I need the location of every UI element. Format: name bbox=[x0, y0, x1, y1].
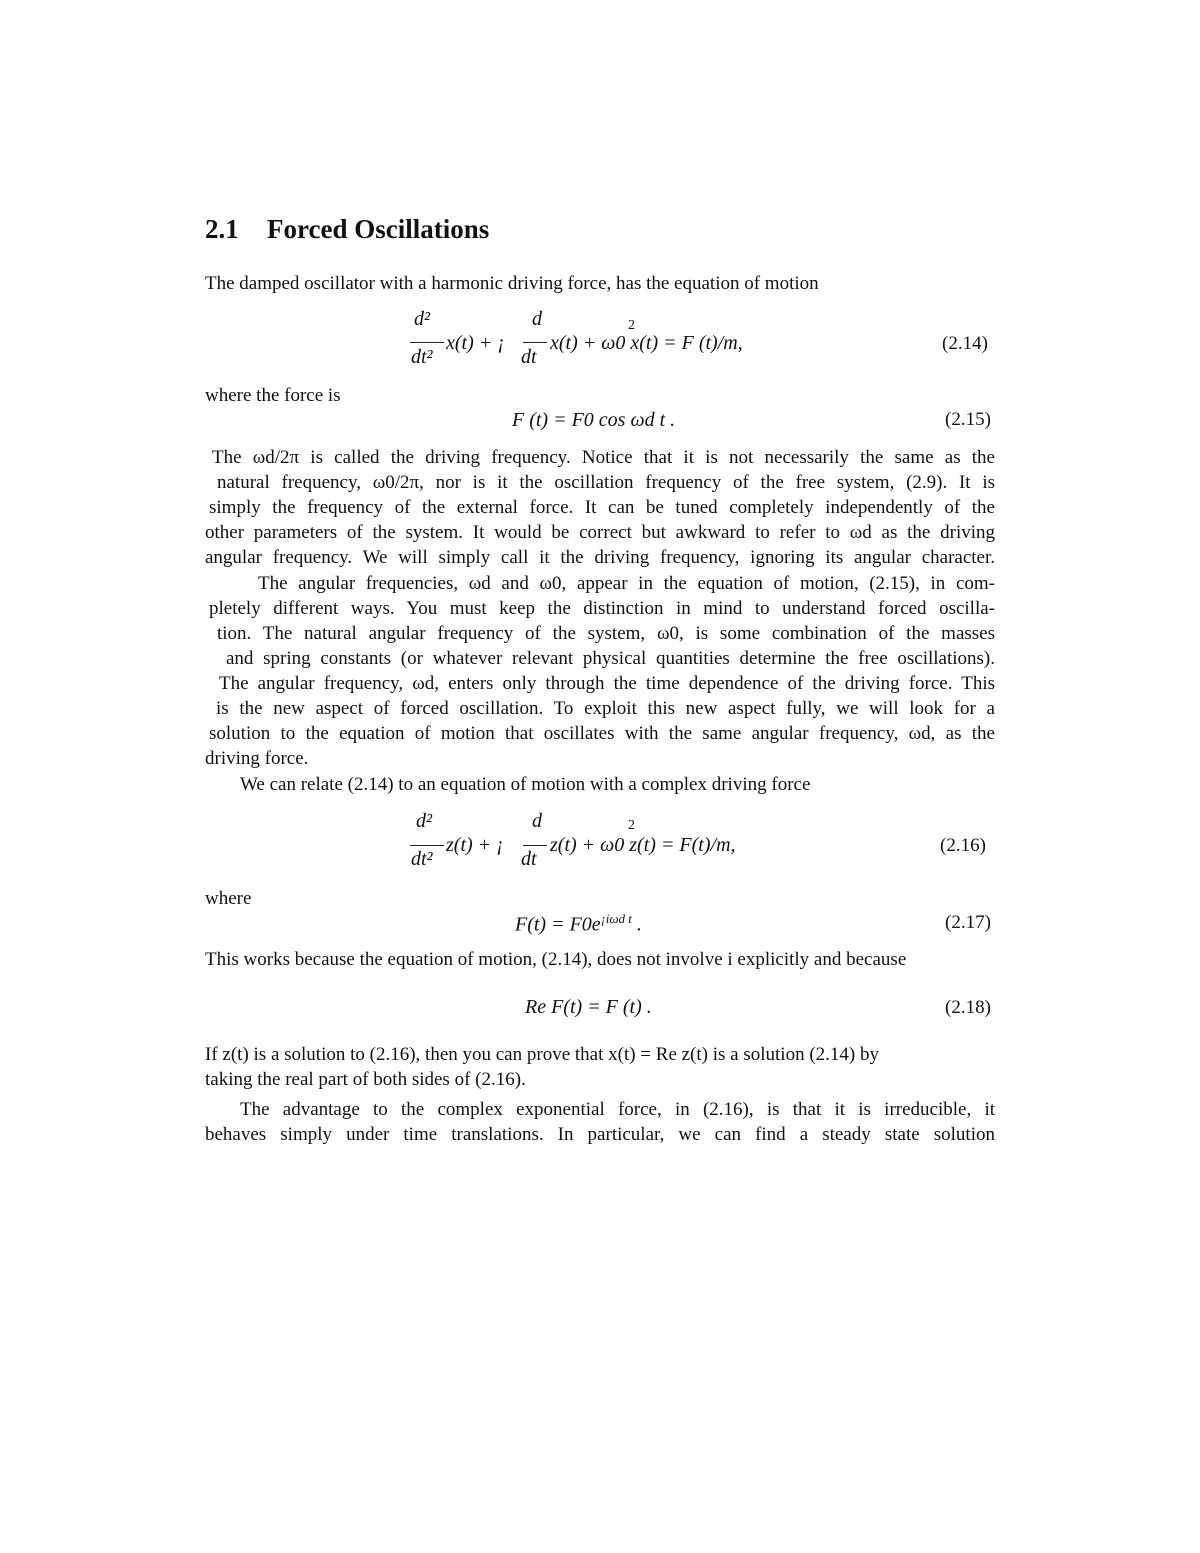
para3-line1: We can relate (2.14) to an equation of motion with a complex driving force bbox=[240, 774, 811, 795]
para2-line5: The angular frequency, ωd, enters only through the time dependence of the driving force. This bbox=[219, 673, 995, 694]
para5-line2: behaves simply under time translations. In particular, we can find a steady state solution bbox=[205, 1124, 995, 1145]
eq-2-18-number: (2.18) bbox=[945, 997, 991, 1018]
para1-line2: natural frequency, ω0/2π, nor is it the oscillation frequency of the free system, (2.9). It is bbox=[217, 472, 995, 493]
eq-2-14-left: x(t) + ¡ bbox=[446, 332, 506, 354]
eq-2-16-d: d bbox=[532, 810, 542, 832]
eq-2-15-body: F (t) = F0 cos ωd t . bbox=[512, 409, 676, 431]
eq-2-16-number: (2.16) bbox=[940, 835, 986, 856]
eq-2-17-base: F(t) = F0e bbox=[515, 913, 601, 936]
eq-2-16-dt2: dt² bbox=[411, 848, 433, 870]
eq-2-14-d: d bbox=[532, 308, 542, 330]
eq-2-14-d2: d² bbox=[414, 308, 430, 330]
para1-line1: The ωd/2π is called the driving frequency. Notice that it is not necessarily the same as the bbox=[212, 447, 995, 468]
eq-2-16-square: 2 bbox=[628, 818, 635, 833]
eq-2-14-frac-bar-2 bbox=[523, 342, 547, 343]
para2-line4: and spring constants (or whatever relevant physical quantities determine the free oscillations). bbox=[226, 648, 995, 669]
para2-line7: solution to the equation of motion that oscillates with the same angular frequency, ωd, as the bbox=[209, 723, 995, 744]
para2-line8: driving force. bbox=[205, 748, 309, 769]
para1-line5: angular frequency. We will simply call it the driving frequency, ignoring its angular character. bbox=[205, 547, 995, 568]
eq-2-14-square: 2 bbox=[628, 318, 635, 333]
where-force-line: where the force is bbox=[205, 385, 341, 406]
eq-2-14-number: (2.14) bbox=[942, 333, 988, 354]
eq-2-16-d2: d² bbox=[416, 810, 432, 832]
para2-line2: pletely different ways. You must keep the distinction in mind to understand forced oscilla- bbox=[209, 598, 995, 619]
intro-line: The damped oscillator with a harmonic driving force, has the equation of motion bbox=[205, 273, 819, 294]
eq-2-16-left: z(t) + ¡ bbox=[446, 834, 504, 856]
para2-line3: tion. The natural angular frequency of the system, ω0, is some combination of the masses bbox=[217, 623, 995, 644]
eq-2-17-number: (2.17) bbox=[945, 912, 991, 933]
para1-line3: simply the frequency of the external force. It can be tuned completely independently of the bbox=[209, 497, 995, 518]
para5-line1: The advantage to the complex exponential force, in (2.16), is that it is irreducible, it bbox=[240, 1099, 995, 1120]
para4-line1: If z(t) is a solution to (2.16), then you can prove that x(t) = Re z(t) is a solution (2.14) by bbox=[205, 1044, 879, 1065]
where2-line: where bbox=[205, 888, 252, 909]
section-heading bbox=[205, 214, 489, 245]
section-number: 2.1 bbox=[205, 214, 239, 244]
eq-2-15-number: (2.15) bbox=[945, 409, 991, 430]
eq-2-14-right: x(t) + ω0 x(t) = F (t)/m, bbox=[550, 332, 743, 354]
eq-2-16-right: z(t) + ω0 z(t) = F(t)/m, bbox=[550, 834, 736, 856]
eq-2-16-dt: dt bbox=[521, 848, 537, 870]
section-title: Forced Oscillations bbox=[267, 214, 490, 244]
eq-2-16-frac-bar-1 bbox=[410, 845, 444, 846]
para2-line6: is the new aspect of forced oscillation. To exploit this new aspect fully, we will look for a bbox=[216, 698, 995, 719]
para2-line1: The angular frequencies, ωd and ω0, appear in the equation of motion, (2.15), in com- bbox=[258, 573, 995, 594]
eq-2-18-body: Re F(t) = F (t) . bbox=[525, 996, 652, 1018]
eq-2-17-exponent: ¡iωd t bbox=[600, 911, 632, 926]
works-line: This works because the equation of motion, (2.14), does not involve i explicitly and because bbox=[205, 949, 907, 970]
eq-2-17-body bbox=[515, 911, 642, 937]
eq-2-14-frac-bar-1 bbox=[410, 342, 444, 343]
eq-2-16-frac-bar-2 bbox=[523, 845, 547, 846]
eq-2-14-dt: dt bbox=[521, 346, 537, 368]
eq-2-17-tail: . bbox=[636, 913, 642, 936]
eq-2-14-dt2: dt² bbox=[411, 346, 433, 368]
para4-line2: taking the real part of both sides of (2.16). bbox=[205, 1069, 526, 1090]
para1-line4: other parameters of the system. It would be correct but awkward to refer to ωd as the driving bbox=[205, 522, 995, 543]
